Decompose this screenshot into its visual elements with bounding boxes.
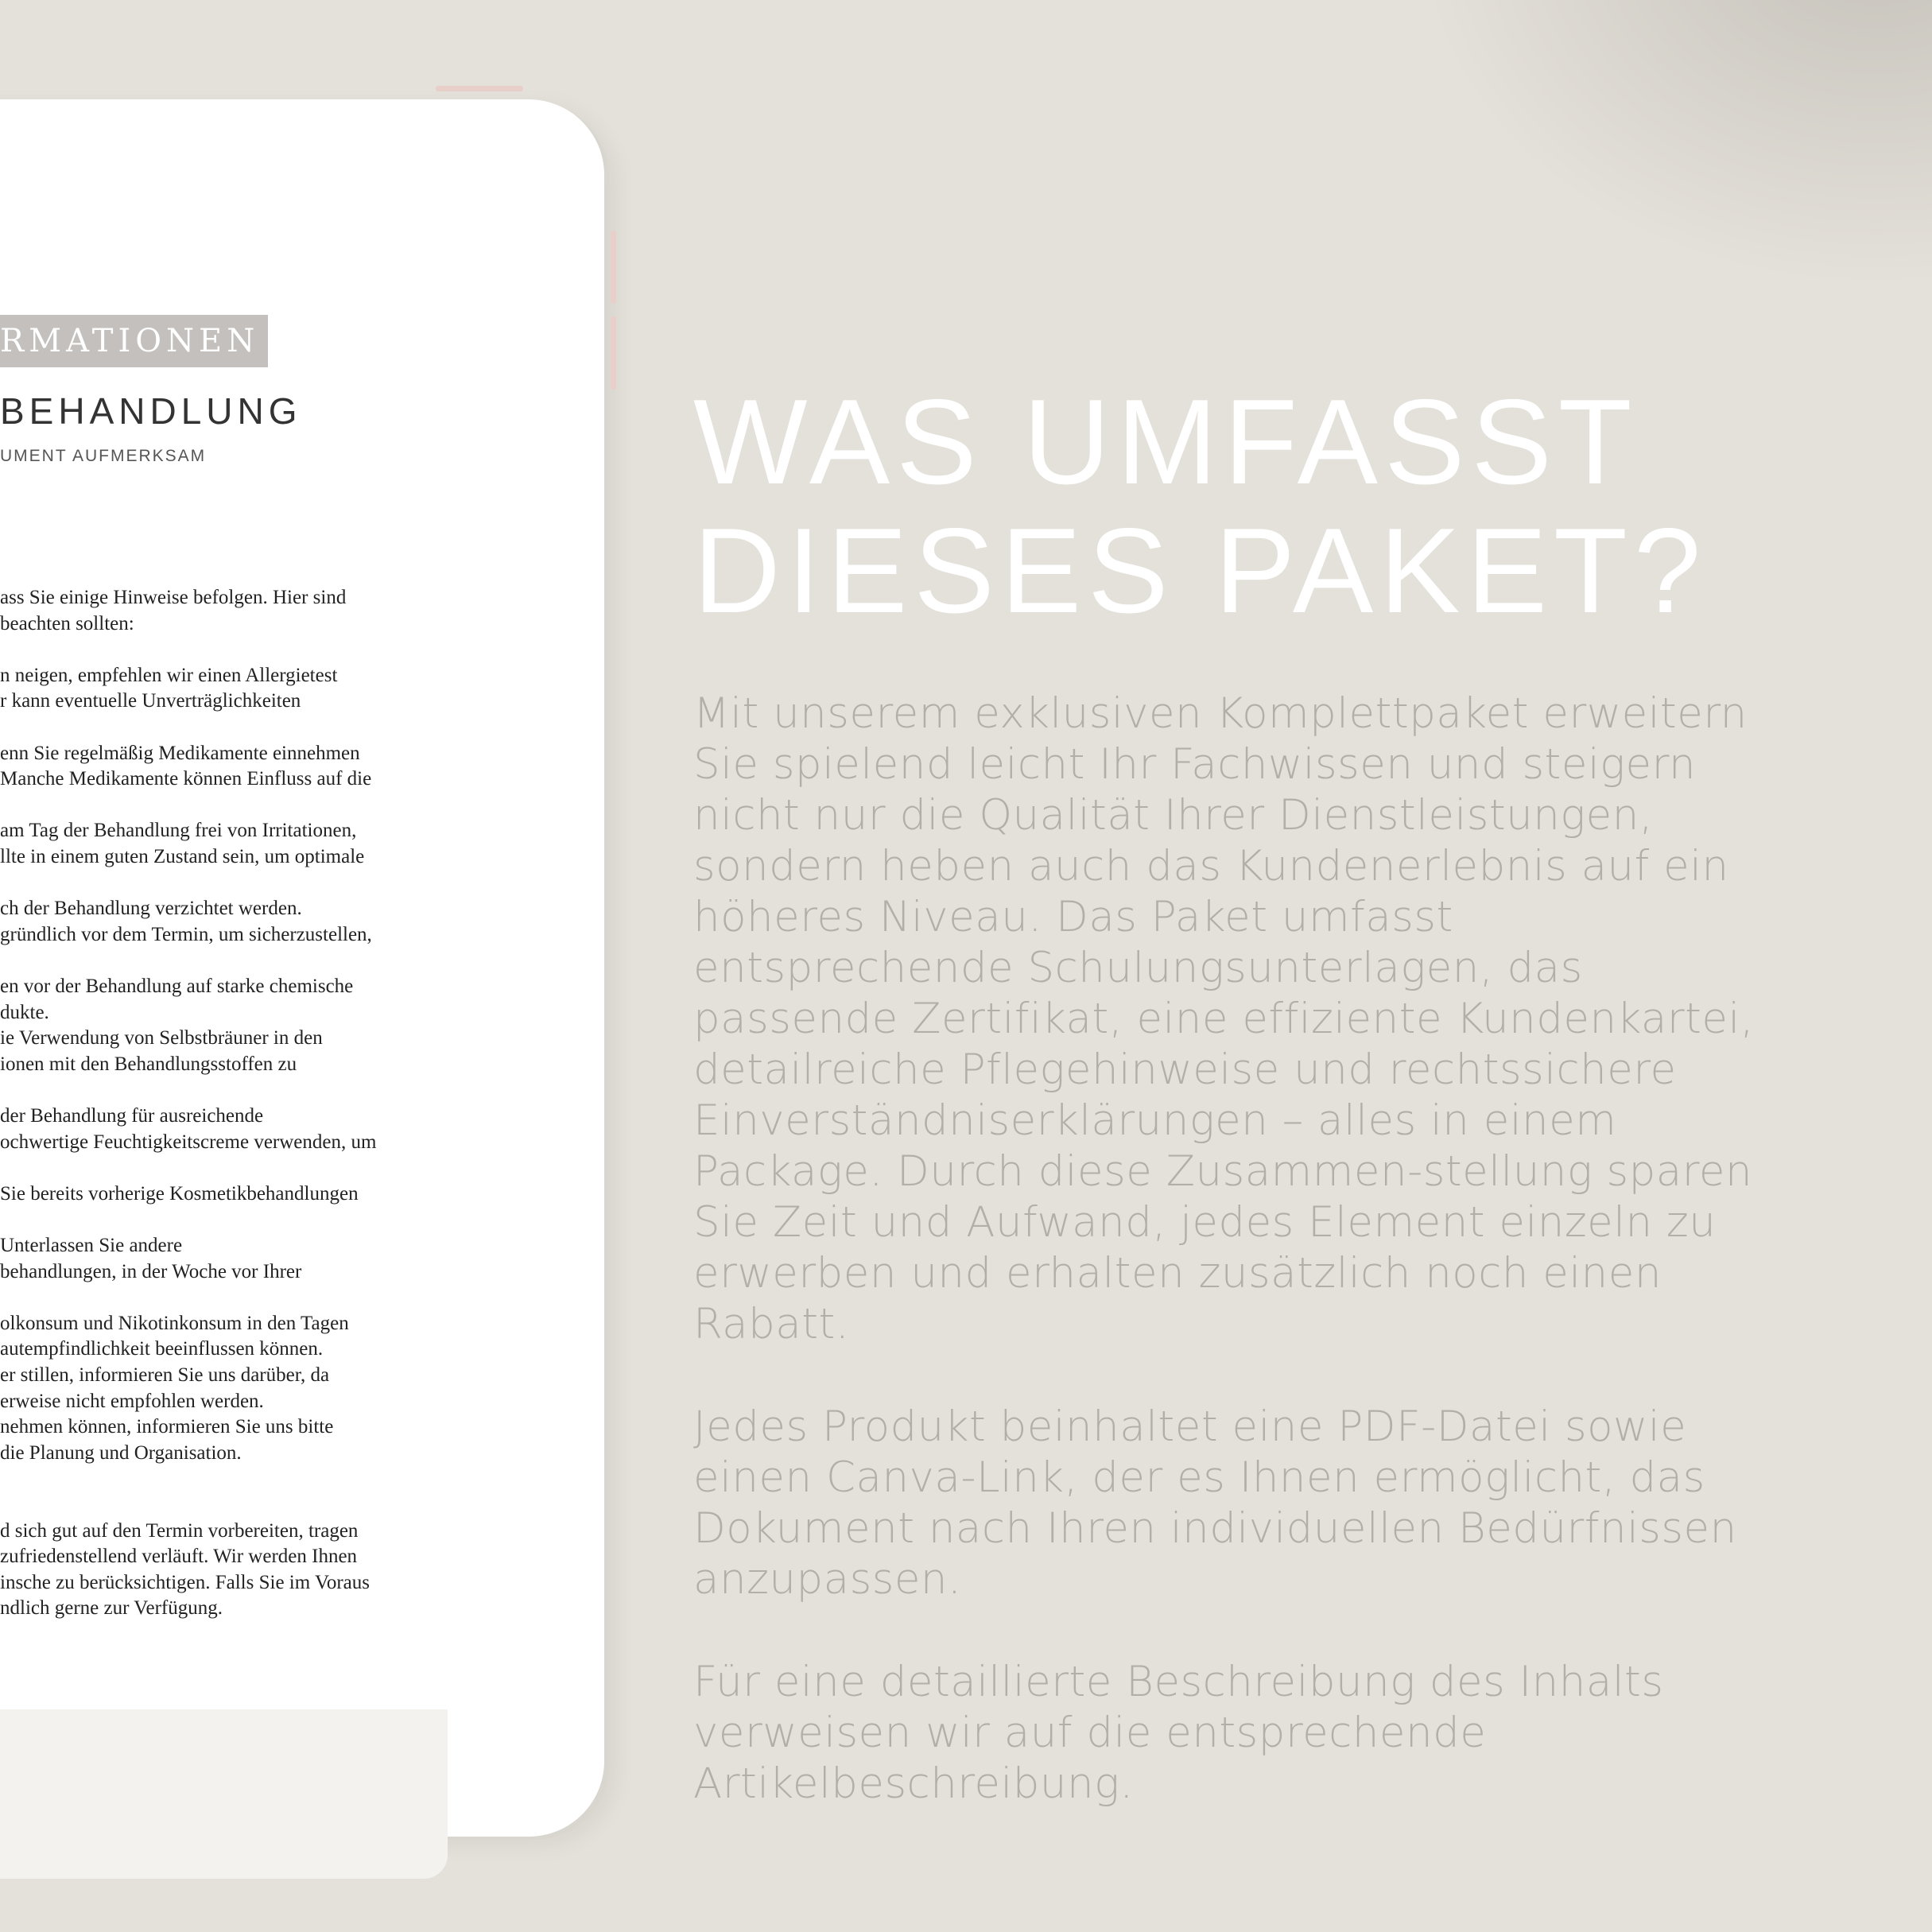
document-line: llte in einem guten Zustand sein, um optimale	[0, 846, 365, 867]
document-line: Manche Medikamente können Einfluss auf die	[0, 768, 372, 790]
document-page	[0, 191, 515, 1709]
paragraph-line: entsprechende Schulungsunterlagen, das	[693, 944, 1583, 992]
headline-line-2: DIESES PAKET?	[693, 503, 1708, 638]
document-line: erweise nicht empfohlen werden.	[0, 1390, 264, 1412]
document-line: Sie bereits vorherige Kosmetikbehandlungen	[0, 1182, 359, 1205]
document-line: er stillen, informieren Sie uns darüber, da	[0, 1364, 330, 1386]
paragraph-line: Sie spielend leicht Ihr Fachwissen und steigern	[693, 740, 1697, 789]
paragraph-line: einen Canva-Link, der es Ihnen ermöglicht, das	[693, 1453, 1705, 1502]
headline-line-1: WAS UMFASST	[693, 374, 1639, 510]
description-paragraph-2	[693, 1402, 1846, 1605]
document-subtitle: UMENT AUFMERKSAM	[0, 447, 207, 465]
document-line: am Tag der Behandlung frei von Irritationen,	[0, 820, 357, 842]
document-line: d sich gut auf den Termin vorbereiten, tragen	[0, 1519, 359, 1542]
document-line: en vor der Behandlung auf starke chemische	[0, 976, 354, 997]
paragraph-line: detailreiche Pflegehinweise und rechtssichere	[693, 1046, 1677, 1094]
document-line: ie Verwendung von Selbstbräuner in den	[0, 1027, 323, 1049]
document-line: olkonsum und Nikotinkonsum in den Tagen	[0, 1312, 349, 1334]
tablet-volume-up-button	[611, 231, 616, 304]
background-shadow	[1375, 0, 1932, 318]
document-line: Unterlassen Sie andere	[0, 1235, 183, 1256]
description-paragraph-1	[693, 689, 1846, 1350]
paragraph-line: Mit unserem exklusiven Komplettpaket erweitern	[693, 689, 1748, 738]
page-headline	[693, 374, 1886, 638]
document-line: die Planung und Organisation.	[0, 1441, 242, 1464]
paragraph-line: Package. Durch diese Zusammen-stellung sparen	[693, 1147, 1753, 1196]
document-line: ch der Behandlung verzichtet werden.	[0, 898, 302, 920]
document-line: beachten sollten:	[0, 612, 134, 634]
paragraph-line: erwerben und erhalten zusätzlich noch einen	[693, 1249, 1662, 1298]
document-line: ass Sie einige Hinweise befolgen. Hier sind	[0, 587, 347, 608]
document-line: gründlich vor dem Termin, um sicherzustellen,	[0, 923, 372, 945]
paragraph-line: nicht nur die Qualität Ihrer Dienstleistungen,	[693, 791, 1654, 840]
paragraph-line: Sie Zeit und Aufwand, jedes Element einzeln zu	[693, 1198, 1717, 1247]
paragraph-line: Einverständniserklärungen – alles in einem	[693, 1096, 1617, 1145]
document-line: autempfindlichkeit beeinflussen können.	[0, 1338, 324, 1360]
document-line: dukte.	[0, 1001, 49, 1023]
paragraph-line: Dokument nach Ihren individuellen Bedürfnissen	[693, 1504, 1737, 1553]
document-line: n neigen, empfehlen wir einen Allergietest	[0, 664, 338, 686]
paragraph-line: anzupassen.	[693, 1555, 962, 1604]
document-line: ochwertige Feuchtigkeitscreme verwenden, um	[0, 1131, 377, 1153]
paragraph-line: Artikelbeschreibung.	[693, 1759, 1134, 1808]
document-line: behandlungen, in der Woche vor Ihrer	[0, 1260, 302, 1282]
document-line: r kann eventuelle Unverträglichkeiten	[0, 690, 301, 712]
paragraph-line: verweisen wir auf die entsprechende	[693, 1709, 1487, 1757]
document-line: zufriedenstellend verläuft. Wir werden Ihnen	[0, 1546, 358, 1568]
document-line: der Behandlung für ausreichende	[0, 1105, 264, 1127]
document-line: nehmen können, informieren Sie uns bitte	[0, 1416, 334, 1438]
tablet-screen-clip	[0, 0, 604, 1932]
paragraph-line: höheres Niveau. Das Paket umfasst	[693, 893, 1453, 941]
document-line: insche zu berücksichtigen. Falls Sie im Voraus	[0, 1571, 370, 1593]
document-line: ndlich gerne zur Verfügung.	[0, 1597, 223, 1620]
document-line: ionen mit den Behandlungsstoffen zu	[0, 1053, 297, 1075]
document-line: enn Sie regelmäßig Medikamente einnehmen	[0, 742, 360, 764]
document-title: BEHANDLUNG	[0, 390, 302, 432]
paragraph-line: sondern heben auch das Kundenerlebnis auf ein	[693, 842, 1729, 890]
description-paragraph-3	[693, 1657, 1846, 1810]
paragraph-line: Für eine detaillierte Beschreibung des Inhalts	[693, 1658, 1664, 1706]
tablet-volume-down-button	[611, 316, 616, 390]
paragraph-line: Jedes Produkt beinhaltet eine PDF-Datei sowie	[693, 1402, 1687, 1451]
paragraph-line: passende Zertifikat, eine effiziente Kundenkartei,	[693, 995, 1755, 1043]
paragraph-line: Rabatt.	[693, 1300, 850, 1348]
document-section-label: RMATIONEN	[0, 315, 268, 367]
